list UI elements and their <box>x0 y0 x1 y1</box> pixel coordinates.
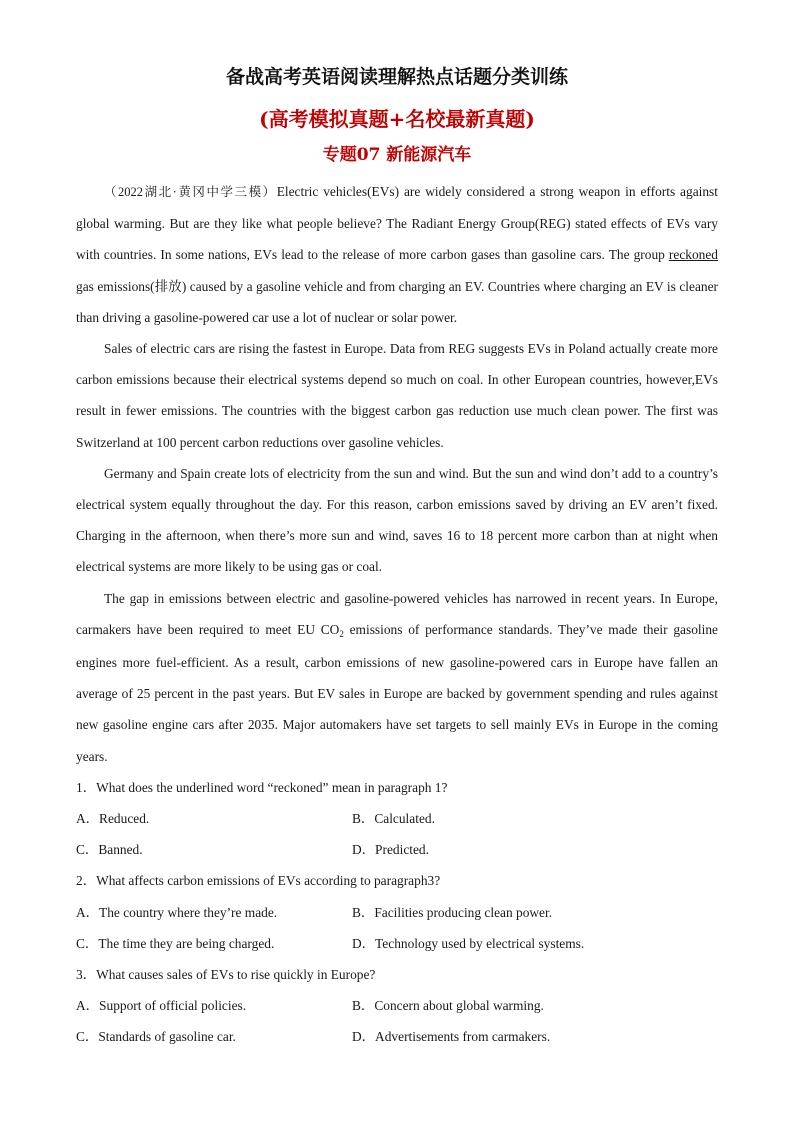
question-2 <box>76 865 718 959</box>
document-title: 备战高考英语阅读理解热点话题分类训练 <box>225 66 568 88</box>
option-c: C．Banned. <box>76 842 143 858</box>
passage-body <box>76 176 718 1053</box>
options-row <box>76 803 718 834</box>
option-c: C．Standards of gasoline car. <box>76 1029 236 1045</box>
paragraph-1 <box>76 176 718 333</box>
paragraph-3: Germany and Spain create lots of electricity from the sun and wind. But the sun and wind don’t add to a country’s electrical system equally throughout the day. For this reason, carbon emissions saved by driving an EV aren’t fixed. Charging in the afternoon, when there’s more sun and wind, saves 16 to 18 percent more carbon than at night when electrical systems are more likely to be using gas or coal. <box>76 465 718 575</box>
topic-heading: 专题07 新能源汽车 <box>322 145 472 165</box>
option-a: A．The country where they’re made. <box>76 904 278 920</box>
options-row <box>76 1021 718 1052</box>
paragraph-2: Sales of electric cars are rising the fastest in Europe. Data from REG suggests EVs in Poland actually create more carbon emissions because their electrical systems depend so much on coal. In other European countries, however,EVs result in fewer emissions. The countries with the biggest carbon gas reduction use much clean power. The first was Switzerland at 100 percent carbon reductions over gasoline vehicles. <box>76 341 718 450</box>
question-stem: 1．What does the underlined word “reckoned” mean in paragraph 1? <box>76 779 448 795</box>
question-1 <box>76 772 718 866</box>
question-stem: 2．What affects carbon emissions of EVs according to paragraph3? <box>76 873 441 889</box>
paragraph-4-text-b: emissions of performance standards. They’ve made their gasoline engines more fuel-efficient. As a result, carbon emissions of new gasoline-powered cars in Europe have fallen an average of 25 percent in the past years. But EV sales in Europe are backed by government spending and rules against new gasoline engine cars after 2035. Major automakers have set targets to sell mainly EVs in Europe in the coming years. <box>76 621 718 764</box>
option-a: A．Reduced. <box>76 811 150 827</box>
option-a: A．Support of official policies. <box>76 998 247 1014</box>
options-row <box>76 990 718 1021</box>
option-b: B．Calculated. <box>352 811 435 827</box>
option-d: D．Predicted. <box>352 842 429 858</box>
paragraph-1-text-b: gas emissions(排放) caused by a gasoline vehicle and from charging an EV. Countries where charging an EV is cleaner than driving a gasoline-powered car use a lot of nuclear or solar power. <box>76 278 718 325</box>
question-3 <box>76 959 718 1053</box>
question-stem: 3．What causes sales of EVs to rise quickly in Europe? <box>76 967 376 983</box>
options-row <box>76 897 718 928</box>
underlined-word: reckoned <box>668 247 718 263</box>
document-page <box>76 60 718 1053</box>
paragraph-1-text-a: Electric vehicles(EVs) are widely considered a strong weapon in efforts against global warming. But are they like what people believe? The Radiant Energy Group(REG) stated effects of EVs vary with countries. In some nations, EVs lead to the release of more carbon gases than gasoline cars. The group <box>76 184 718 263</box>
options-row <box>76 928 718 959</box>
option-b: B．Concern about global warming. <box>352 998 544 1014</box>
option-b: B．Facilities producing clean power. <box>352 904 553 920</box>
paragraph-4-text-a: The gap in emissions between electric and gasoline-powered vehicles has narrowed in recent years. In Europe, carmakers have been required to meet EU CO <box>76 590 718 637</box>
source-label: （2022湖北·黄冈中学三模） <box>104 185 277 199</box>
option-c: C．The time they are being charged. <box>76 935 275 951</box>
paragraph-4 <box>76 583 718 772</box>
option-d: D．Technology used by electrical systems. <box>352 935 585 951</box>
document-subtitle: (高考模拟真题+名校最新真题) <box>259 107 535 131</box>
options-row <box>76 834 718 865</box>
co2-subscript: 2 <box>339 628 344 639</box>
option-d: D．Advertisements from carmakers. <box>352 1029 551 1045</box>
